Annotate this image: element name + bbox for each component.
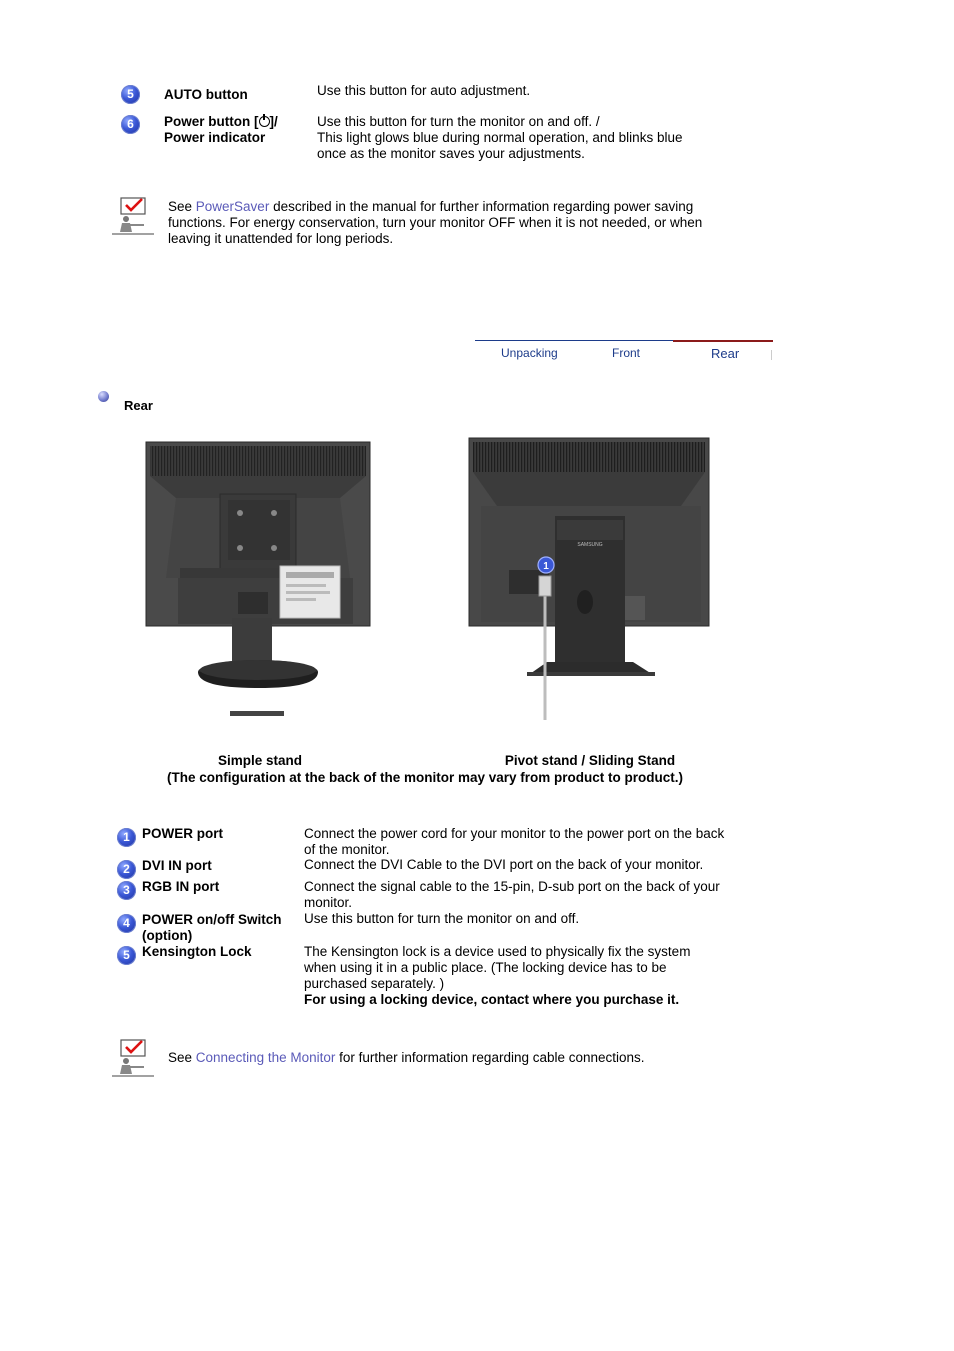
monitor-rear-pivot-stand-image <box>467 436 711 720</box>
powersaver-note: See PowerSaver described in the manual for further information regarding power saving functions. For energy conservation, turn your monitor OFF when it is not needed, or when leaving it unattended for long periods. <box>168 199 703 246</box>
simple-stand-caption: Simple stand <box>217 753 303 768</box>
auto-button-description: Use this button for auto adjustment. <box>317 83 531 98</box>
powersaver-link[interactable]: PowerSaver <box>195 199 270 214</box>
power-port-description: Connect the power cord for your monitor to the power port on the back of the monitor. <box>304 826 725 857</box>
power-switch-label: POWER on/off Switch (option) <box>142 912 282 943</box>
power-button-description: Use this button for turn the monitor on and off. / This light glows blue during normal operation, and blinks blue once as the monitor saves your adjustments. <box>317 114 683 161</box>
power-port-label: POWER port <box>142 826 223 841</box>
power-switch-description: Use this button for turn the monitor on and off. <box>304 911 580 926</box>
pivot-stand-caption: Pivot stand / Sliding Stand <box>504 753 676 768</box>
connecting-monitor-link[interactable]: Connecting the Monitor <box>195 1050 336 1065</box>
port-number-badge: 1 <box>117 828 136 847</box>
tab-rear[interactable]: Rear <box>711 346 740 361</box>
port-number-badge: 2 <box>117 860 136 879</box>
configuration-note: (The configuration at the back of the monitor may vary from product to product.) <box>166 770 684 785</box>
svg-text:SAMSUNG: SAMSUNG <box>577 542 603 548</box>
tab-unpacking[interactable]: Unpacking <box>501 346 558 360</box>
tab-bar <box>475 340 773 370</box>
dvi-in-port-description: Connect the DVI Cable to the DVI port on the back of your monitor. <box>304 857 704 872</box>
rgb-in-port-description: Connect the signal cable to the 15-pin, D-sub port on the back of your monitor. <box>304 879 720 910</box>
power-icon <box>259 116 270 127</box>
power-button-label: Power button [ ]/ Power indicator <box>164 114 278 145</box>
svg-text:1: 1 <box>543 561 549 572</box>
kensington-lock-description: The Kensington lock is a device used to physically fix the system when using it in a public place. (The locking device has to be purchased separately. ) For using a locking device, contact where you purchase it. <box>304 944 691 1007</box>
section-bullet-icon <box>98 391 109 402</box>
item-number-badge: 5 <box>121 85 140 104</box>
monitor-rear-simple-stand-image <box>140 438 380 720</box>
tab-front[interactable]: Front <box>612 346 641 360</box>
connecting-note: See Connecting the Monitor for further information regarding cable connections. <box>168 1050 645 1065</box>
auto-button-label: AUTO button <box>164 87 248 102</box>
port-number-badge: 5 <box>117 946 136 965</box>
kensington-lock-label: Kensington Lock <box>142 944 252 959</box>
note-icon <box>112 196 156 236</box>
item-number-badge: 6 <box>121 115 140 134</box>
port-number-badge: 3 <box>117 881 136 900</box>
section-title: Rear <box>124 398 153 413</box>
dvi-in-port-label: DVI IN port <box>142 858 212 873</box>
note-icon <box>112 1038 156 1078</box>
port-number-badge: 4 <box>117 914 136 933</box>
rgb-in-port-label: RGB IN port <box>142 879 220 894</box>
